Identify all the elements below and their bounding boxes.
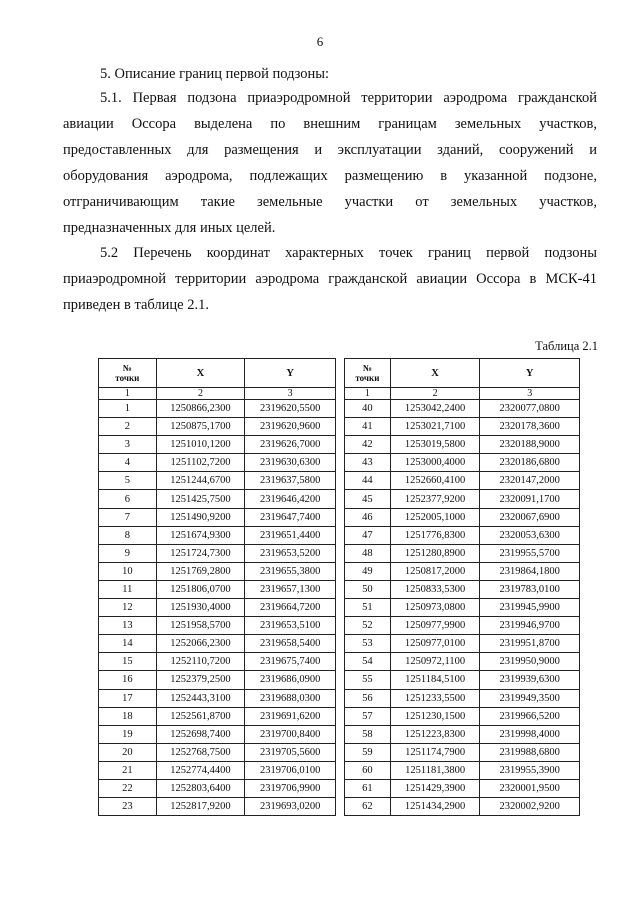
x-coordinate-cell: 1251490,9200 bbox=[156, 508, 245, 526]
y-coordinate-cell: 2319664,7200 bbox=[245, 599, 336, 617]
point-number-cell: 2 bbox=[99, 418, 157, 436]
table-row bbox=[99, 454, 336, 472]
y-coordinate-cell: 2319706,0100 bbox=[245, 761, 336, 779]
point-number-cell: 50 bbox=[345, 580, 391, 598]
table-row bbox=[345, 454, 580, 472]
y-coordinate-cell: 2319988,6800 bbox=[480, 743, 580, 761]
point-number-cell: 11 bbox=[99, 580, 157, 598]
point-number-cell: 58 bbox=[345, 725, 391, 743]
point-number-cell: 60 bbox=[345, 761, 391, 779]
y-coordinate-cell: 2319686,0900 bbox=[245, 671, 336, 689]
x-coordinate-cell: 1250977,9900 bbox=[390, 617, 480, 635]
x-coordinate-cell: 1252561,8700 bbox=[156, 707, 245, 725]
header-point-word: точки bbox=[355, 373, 380, 383]
point-number-cell: 21 bbox=[99, 761, 157, 779]
point-number-cell: 22 bbox=[99, 779, 157, 797]
header-index-2: 2 bbox=[390, 388, 480, 400]
y-coordinate-cell: 2319705,5600 bbox=[245, 743, 336, 761]
x-coordinate-cell: 1251425,7500 bbox=[156, 490, 245, 508]
point-number-cell: 9 bbox=[99, 544, 157, 562]
y-coordinate-cell: 2319620,5500 bbox=[245, 400, 336, 418]
point-number-cell: 17 bbox=[99, 689, 157, 707]
page-number: 6 bbox=[316, 34, 324, 49]
header-x: X bbox=[156, 359, 245, 388]
x-coordinate-cell: 1252110,7200 bbox=[156, 653, 245, 671]
point-number-cell: 55 bbox=[345, 671, 391, 689]
x-coordinate-cell: 1253000,4000 bbox=[390, 454, 480, 472]
table-row bbox=[99, 508, 336, 526]
table-row bbox=[99, 599, 336, 617]
table-row bbox=[345, 725, 580, 743]
x-coordinate-cell: 1252774,4400 bbox=[156, 761, 245, 779]
x-coordinate-cell: 1251930,4000 bbox=[156, 599, 245, 617]
y-coordinate-cell: 2320002,9200 bbox=[480, 798, 580, 816]
y-coordinate-cell: 2319637,5800 bbox=[245, 472, 336, 490]
header-point-number bbox=[345, 359, 391, 388]
point-number-cell: 12 bbox=[99, 599, 157, 617]
y-coordinate-cell: 2320001,9500 bbox=[480, 779, 580, 797]
y-coordinate-cell: 2319946,9700 bbox=[480, 617, 580, 635]
x-coordinate-cell: 1252768,7500 bbox=[156, 743, 245, 761]
table-row bbox=[345, 544, 580, 562]
x-coordinate-cell: 1250977,0100 bbox=[390, 635, 480, 653]
x-coordinate-cell: 1250875,1700 bbox=[156, 418, 245, 436]
point-number-cell: 62 bbox=[345, 798, 391, 816]
paragraph-5-2: 5.2 Перечень координат характерных точек границ первой подзоны приаэродромной территории аэродрома гражданской авиации Оссора в МСК-41 приведен в таблице 2.1. bbox=[63, 245, 597, 313]
point-number-cell: 40 bbox=[345, 400, 391, 418]
x-coordinate-cell: 1253019,5800 bbox=[390, 436, 480, 454]
header-index-3: 3 bbox=[480, 388, 580, 400]
header-index-1: 1 bbox=[99, 388, 157, 400]
coordinates-table-right bbox=[344, 358, 580, 816]
x-coordinate-cell: 1251184,5100 bbox=[390, 671, 480, 689]
point-number-cell: 23 bbox=[99, 798, 157, 816]
x-coordinate-cell: 1252443,3100 bbox=[156, 689, 245, 707]
y-coordinate-cell: 2319700,8400 bbox=[245, 725, 336, 743]
y-coordinate-cell: 2319998,4000 bbox=[480, 725, 580, 743]
table-row bbox=[345, 689, 580, 707]
section-heading: 5. Описание границ первой подзоны: bbox=[100, 66, 330, 82]
y-coordinate-cell: 2319646,4200 bbox=[245, 490, 336, 508]
point-number-cell: 18 bbox=[99, 707, 157, 725]
x-coordinate-cell: 1252803,6400 bbox=[156, 779, 245, 797]
table-row bbox=[345, 490, 580, 508]
x-coordinate-cell: 1251429,3900 bbox=[390, 779, 480, 797]
x-coordinate-cell: 1251674,9300 bbox=[156, 526, 245, 544]
point-number-cell: 52 bbox=[345, 617, 391, 635]
table-row bbox=[345, 798, 580, 816]
x-coordinate-cell: 1251244,6700 bbox=[156, 472, 245, 490]
y-coordinate-cell: 2319658,5400 bbox=[245, 635, 336, 653]
x-coordinate-cell: 1251434,2900 bbox=[390, 798, 480, 816]
y-coordinate-cell: 2320188,9000 bbox=[480, 436, 580, 454]
y-coordinate-cell: 2320178,3600 bbox=[480, 418, 580, 436]
y-coordinate-cell: 2320091,1700 bbox=[480, 490, 580, 508]
header-index-3: 3 bbox=[245, 388, 336, 400]
table-row bbox=[99, 436, 336, 454]
table-row bbox=[345, 400, 580, 418]
point-number-cell: 57 bbox=[345, 707, 391, 725]
x-coordinate-cell: 1252817,9200 bbox=[156, 798, 245, 816]
x-coordinate-cell: 1252660,4100 bbox=[390, 472, 480, 490]
y-coordinate-cell: 2319688,0300 bbox=[245, 689, 336, 707]
header-number-sign: № bbox=[122, 363, 132, 373]
table-row bbox=[99, 635, 336, 653]
table-body-right bbox=[345, 400, 580, 816]
y-coordinate-cell: 2319675,7400 bbox=[245, 653, 336, 671]
table-row bbox=[99, 653, 336, 671]
point-number-cell: 6 bbox=[99, 490, 157, 508]
point-number-cell: 59 bbox=[345, 743, 391, 761]
point-number-cell: 43 bbox=[345, 454, 391, 472]
point-number-cell: 61 bbox=[345, 779, 391, 797]
table-row bbox=[345, 472, 580, 490]
y-coordinate-cell: 2319949,3500 bbox=[480, 689, 580, 707]
header-index-2: 2 bbox=[156, 388, 245, 400]
header-index-1: 1 bbox=[345, 388, 391, 400]
x-coordinate-cell: 1252066,2300 bbox=[156, 635, 245, 653]
x-coordinate-cell: 1251181,3800 bbox=[390, 761, 480, 779]
x-coordinate-cell: 1252379,2500 bbox=[156, 671, 245, 689]
point-number-cell: 8 bbox=[99, 526, 157, 544]
table-row bbox=[345, 671, 580, 689]
point-number-cell: 7 bbox=[99, 508, 157, 526]
table-row bbox=[345, 653, 580, 671]
point-number-cell: 5 bbox=[99, 472, 157, 490]
y-coordinate-cell: 2319945,9900 bbox=[480, 599, 580, 617]
x-coordinate-cell: 1250973,0800 bbox=[390, 599, 480, 617]
table-row bbox=[99, 617, 336, 635]
table-row bbox=[99, 526, 336, 544]
point-number-cell: 41 bbox=[345, 418, 391, 436]
point-number-cell: 49 bbox=[345, 562, 391, 580]
x-coordinate-cell: 1250972,1100 bbox=[390, 653, 480, 671]
y-coordinate-cell: 2320147,2000 bbox=[480, 472, 580, 490]
table-row bbox=[345, 635, 580, 653]
table-row bbox=[99, 779, 336, 797]
table-row bbox=[345, 418, 580, 436]
table-row bbox=[99, 707, 336, 725]
table-row bbox=[99, 418, 336, 436]
point-number-cell: 48 bbox=[345, 544, 391, 562]
table-caption: Таблица 2.1 bbox=[535, 339, 598, 353]
table-row bbox=[345, 526, 580, 544]
y-coordinate-cell: 2319955,5700 bbox=[480, 544, 580, 562]
table-row bbox=[345, 707, 580, 725]
y-coordinate-cell: 2319651,4400 bbox=[245, 526, 336, 544]
table-row bbox=[345, 562, 580, 580]
y-coordinate-cell: 2319655,3800 bbox=[245, 562, 336, 580]
table-row bbox=[345, 436, 580, 454]
x-coordinate-cell: 1251724,7300 bbox=[156, 544, 245, 562]
y-coordinate-cell: 2319653,5200 bbox=[245, 544, 336, 562]
y-coordinate-cell: 2319657,1300 bbox=[245, 580, 336, 598]
point-number-cell: 19 bbox=[99, 725, 157, 743]
header-y: Y bbox=[480, 359, 580, 388]
y-coordinate-cell: 2320067,6900 bbox=[480, 508, 580, 526]
point-number-cell: 46 bbox=[345, 508, 391, 526]
y-coordinate-cell: 2319630,6300 bbox=[245, 454, 336, 472]
header-number-sign: № bbox=[362, 363, 372, 373]
x-coordinate-cell: 1251223,8300 bbox=[390, 725, 480, 743]
y-coordinate-cell: 2320053,6300 bbox=[480, 526, 580, 544]
x-coordinate-cell: 1251233,5500 bbox=[390, 689, 480, 707]
table-row bbox=[345, 761, 580, 779]
y-coordinate-cell: 2319864,1800 bbox=[480, 562, 580, 580]
table-row bbox=[99, 544, 336, 562]
point-number-cell: 56 bbox=[345, 689, 391, 707]
table-row bbox=[99, 562, 336, 580]
point-number-cell: 10 bbox=[99, 562, 157, 580]
y-coordinate-cell: 2319706,9900 bbox=[245, 779, 336, 797]
table-row bbox=[99, 490, 336, 508]
y-coordinate-cell: 2319653,5100 bbox=[245, 617, 336, 635]
y-coordinate-cell: 2320077,0800 bbox=[480, 400, 580, 418]
point-number-cell: 1 bbox=[99, 400, 157, 418]
table-body-left bbox=[99, 400, 336, 816]
table-row bbox=[99, 472, 336, 490]
point-number-cell: 42 bbox=[345, 436, 391, 454]
table-row bbox=[99, 725, 336, 743]
x-coordinate-cell: 1253042,2400 bbox=[390, 400, 480, 418]
y-coordinate-cell: 2319647,7400 bbox=[245, 508, 336, 526]
x-coordinate-cell: 1252698,7400 bbox=[156, 725, 245, 743]
x-coordinate-cell: 1251102,7200 bbox=[156, 454, 245, 472]
y-coordinate-cell: 2319691,6200 bbox=[245, 707, 336, 725]
point-number-cell: 54 bbox=[345, 653, 391, 671]
x-coordinate-cell: 1252377,9200 bbox=[390, 490, 480, 508]
y-coordinate-cell: 2319939,6300 bbox=[480, 671, 580, 689]
y-coordinate-cell: 2319783,0100 bbox=[480, 580, 580, 598]
y-coordinate-cell: 2319951,8700 bbox=[480, 635, 580, 653]
table-row bbox=[99, 798, 336, 816]
table-row bbox=[99, 671, 336, 689]
table-row bbox=[99, 761, 336, 779]
table-row bbox=[99, 743, 336, 761]
paragraph-5-1: 5.1. Первая подзона приаэродромной территории аэродрома гражданской авиации Оссора выделена по внешним границам земельных участков, предоставленных для размещения и эксплуатации зданий, сооружений и оборудования аэродрома, подлежащих размещению в указанной подзоне, отграничивающим такие земельные участки от земельных участков, предназначенных для иных целей. bbox=[63, 90, 597, 236]
y-coordinate-cell: 2319620,9600 bbox=[245, 418, 336, 436]
point-number-cell: 53 bbox=[345, 635, 391, 653]
x-coordinate-cell: 1251769,2800 bbox=[156, 562, 245, 580]
x-coordinate-cell: 1251010,1200 bbox=[156, 436, 245, 454]
point-number-cell: 4 bbox=[99, 454, 157, 472]
table-row bbox=[345, 599, 580, 617]
header-x: X bbox=[390, 359, 480, 388]
point-number-cell: 13 bbox=[99, 617, 157, 635]
y-coordinate-cell: 2319626,7000 bbox=[245, 436, 336, 454]
point-number-cell: 20 bbox=[99, 743, 157, 761]
header-point-word: точки bbox=[115, 373, 140, 383]
y-coordinate-cell: 2319955,3900 bbox=[480, 761, 580, 779]
table-row bbox=[345, 508, 580, 526]
point-number-cell: 15 bbox=[99, 653, 157, 671]
y-coordinate-cell: 2319693,0200 bbox=[245, 798, 336, 816]
y-coordinate-cell: 2319966,5200 bbox=[480, 707, 580, 725]
point-number-cell: 14 bbox=[99, 635, 157, 653]
point-number-cell: 3 bbox=[99, 436, 157, 454]
y-coordinate-cell: 2320186,6800 bbox=[480, 454, 580, 472]
x-coordinate-cell: 1250833,5300 bbox=[390, 580, 480, 598]
table-row bbox=[345, 580, 580, 598]
x-coordinate-cell: 1251174,7900 bbox=[390, 743, 480, 761]
table-row bbox=[99, 400, 336, 418]
table-row bbox=[345, 743, 580, 761]
x-coordinate-cell: 1251230,1500 bbox=[390, 707, 480, 725]
header-y: Y bbox=[245, 359, 336, 388]
x-coordinate-cell: 1251958,5700 bbox=[156, 617, 245, 635]
table-row bbox=[345, 779, 580, 797]
header-point-number bbox=[99, 359, 157, 388]
x-coordinate-cell: 1252005,1000 bbox=[390, 508, 480, 526]
table-row bbox=[99, 580, 336, 598]
x-coordinate-cell: 1253021,7100 bbox=[390, 418, 480, 436]
point-number-cell: 51 bbox=[345, 599, 391, 617]
coordinates-table-left bbox=[98, 358, 336, 816]
y-coordinate-cell: 2319950,9000 bbox=[480, 653, 580, 671]
table-row bbox=[99, 689, 336, 707]
point-number-cell: 44 bbox=[345, 472, 391, 490]
x-coordinate-cell: 1251806,0700 bbox=[156, 580, 245, 598]
point-number-cell: 45 bbox=[345, 490, 391, 508]
x-coordinate-cell: 1250817,2000 bbox=[390, 562, 480, 580]
point-number-cell: 47 bbox=[345, 526, 391, 544]
x-coordinate-cell: 1250866,2300 bbox=[156, 400, 245, 418]
table-row bbox=[345, 617, 580, 635]
x-coordinate-cell: 1251776,8300 bbox=[390, 526, 480, 544]
x-coordinate-cell: 1251280,8900 bbox=[390, 544, 480, 562]
point-number-cell: 16 bbox=[99, 671, 157, 689]
